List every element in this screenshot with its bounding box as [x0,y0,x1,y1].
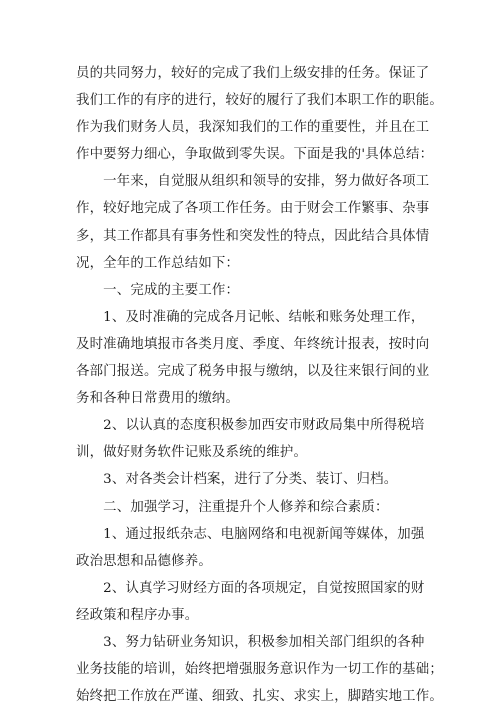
text-line: 业务技能的培训，始终把增强服务意识作为一切工作的基础； [76,662,443,678]
text-line: 多，其工作都具有事务性和突发性的特点，因此结合具体情 [76,228,430,244]
text-line: 及时准确地填报市各类月度、季度、年终统计报表，按时向 [76,336,430,352]
section-heading: 二、加强学习，注重提升个人修养和综合素质： [76,499,389,515]
text-line: 经政策和程序办事。 [76,607,199,623]
text-line: 始终把工作放在严谨、细致、扎实、求实上，脚踏实地工作。 [76,689,443,705]
text-line: 1、及时准确的完成各月记帐、结帐和账务处理工作， [76,309,425,325]
text-line: 3、努力钻研业务知识，积极参加相关部门组织的各种 [76,634,425,650]
text-line: 各部门报送。完成了税务申报与缴纳，以及往来银行间的业 [76,364,430,380]
text-line: 训，做好财务软件记账及系统的维护。 [76,445,308,461]
document-body [76,60,443,710]
text-line: 务和各种日常费用的缴纳。 [76,391,240,407]
text-line: 3、对各类会计档案，进行了分类、装订、归档。 [76,472,398,488]
text-line: 员的共同努力，较好的完成了我们上级安排的任务。保证了 [76,66,430,81]
section-heading: 一、完成的主要工作： [76,282,240,298]
text-line: 政治思想和品德修养。 [76,553,212,569]
text-line: 1、通过报纸杂志、电脑网络和电视新闻等媒体，加强 [76,526,425,542]
text-line: 况，全年的工作总结如下： [76,255,240,271]
text-line: 2、认真学习财经方面的各项规定，自觉按照国家的财 [76,580,425,596]
text-line: 我们工作的有序的进行，较好的履行了我们本职工作的职能。 [76,93,443,109]
text-line: 作，较好地完成了各项工作任务。由于财会工作繁事、杂事 [76,201,430,217]
text-line: 作中要努力细心，争取做到零失误。下面是我的'具体总结： [76,147,434,163]
text-line: 一年来，自觉服从组织和领导的安排，努力做好各项工 [76,174,430,190]
text-line: 作为我们财务人员，我深知我们的工作的重要性，并且在工 [76,120,430,136]
text-line: 2、以认真的态度积极参加西安市财政局集中所得税培 [76,418,425,434]
